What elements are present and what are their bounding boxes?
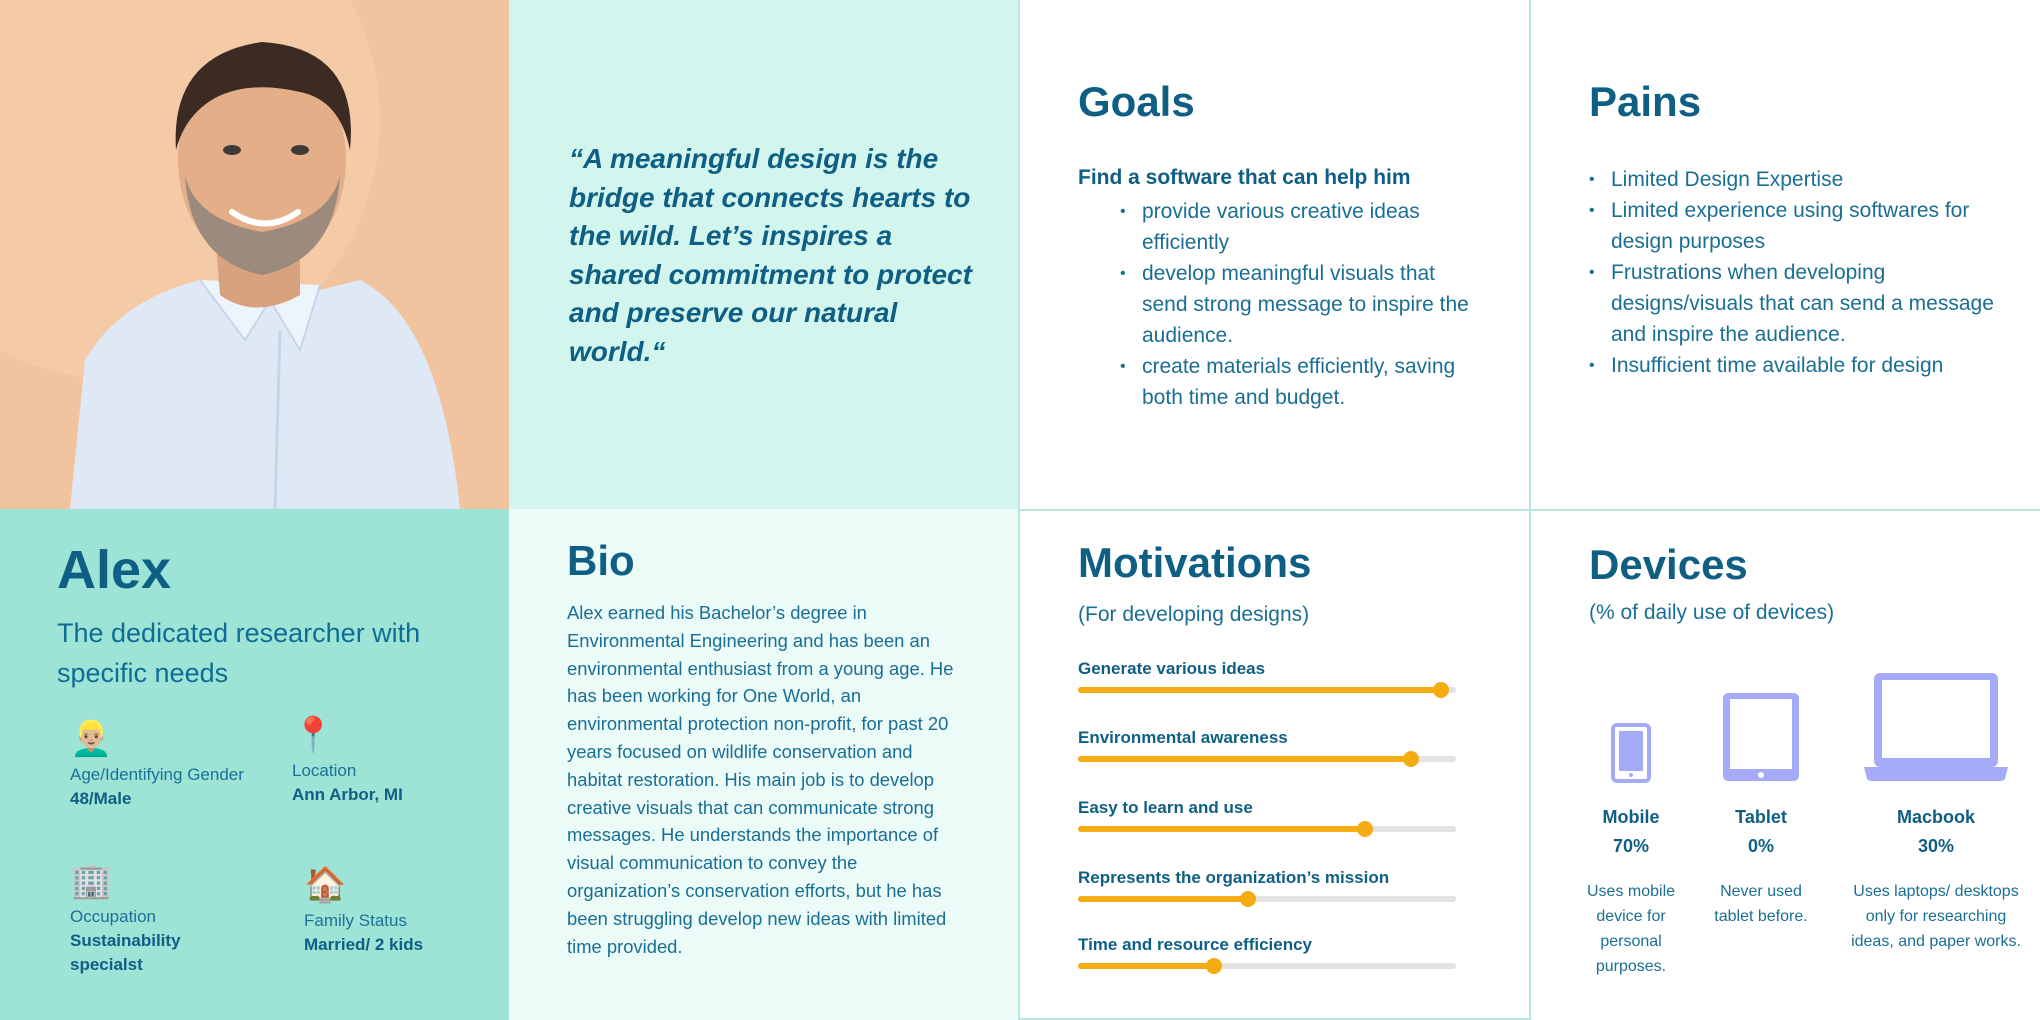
device-description: Never used tablet before. — [1714, 883, 1808, 925]
family-value: Married/ 2 kids — [304, 935, 424, 954]
pains-list — [1589, 164, 2009, 381]
pains-panel — [1529, 0, 2040, 509]
motivation-item — [1078, 935, 1458, 969]
device-mobile — [1571, 671, 1691, 979]
motivation-fill — [1078, 756, 1411, 762]
bio-title: Bio — [567, 537, 635, 584]
location-value: Ann Arbor, MI — [292, 785, 403, 804]
motivation-item — [1078, 868, 1458, 902]
device-description: Uses mobile device for personal purposes. — [1586, 883, 1676, 975]
motivation-track — [1078, 687, 1456, 693]
age-label: Age/Identifying Gender — [70, 765, 244, 784]
device-macbook — [1851, 671, 2021, 954]
bio-text: Alex earned his Bachelor’s degree in Environmental Engineering and has been an environmental enthusiast from a young age. He has been working for One World, an environmental protection non-profit, for past 20 years focused on wildlife conservation and habitat restoration. His main job is to develop creative visuals that can communicate strong messages. He understands the importance of visual communication to convey the organization’s conservation efforts, but he has been struggling develop new ideas with limited time provided. — [567, 602, 954, 957]
motivation-track — [1078, 896, 1456, 902]
motivations-subtitle: (For developing designs) — [1078, 603, 1310, 626]
device-percent: 0% — [1747, 836, 1774, 856]
office-building-icon: 🏢 — [70, 862, 113, 900]
pains-title: Pains — [1589, 78, 1702, 125]
motivation-item — [1078, 798, 1458, 832]
motivation-label: Generate various ideas — [1078, 659, 1266, 678]
pain-item: • Insufficient time available for design — [1589, 350, 2009, 381]
device-tablet — [1701, 671, 1821, 929]
pain-item: • Limited experience using softwares for design purposes — [1589, 195, 2009, 257]
goal-item: • develop meaningful visuals that send strong message to inspire the audience. — [1120, 258, 1480, 351]
goals-title: Goals — [1078, 78, 1195, 125]
motivation-item — [1078, 728, 1458, 762]
location-attribute — [292, 715, 509, 807]
device-percent: 70% — [1612, 836, 1650, 856]
motivation-track — [1078, 756, 1456, 762]
device-name: Tablet — [1735, 807, 1787, 827]
goals-list — [1120, 196, 1480, 413]
devices-subtitle: (% of daily use of devices) — [1589, 601, 1835, 624]
motivations-panel — [1018, 509, 1529, 1020]
goals-lead: Find a software that can help him — [1078, 166, 1411, 189]
motivation-knob — [1206, 958, 1222, 974]
motivation-track — [1078, 826, 1456, 832]
family-attribute — [304, 865, 509, 957]
motivation-item — [1078, 659, 1458, 693]
location-label: Location — [292, 761, 357, 780]
motivation-knob — [1433, 682, 1449, 698]
motivation-fill — [1078, 963, 1214, 969]
person-icon: 👱🏼‍♂️ — [70, 720, 113, 758]
location-pin-icon: 📍 — [292, 716, 335, 754]
family-label: Family Status — [304, 911, 407, 930]
motivation-fill — [1078, 687, 1441, 693]
device-name: Mobile — [1602, 807, 1660, 827]
occupation-attribute — [70, 861, 250, 977]
house-icon: 🏠 — [304, 866, 347, 904]
devices-panel — [1529, 509, 2040, 1020]
motivation-fill — [1078, 896, 1248, 902]
profile-panel — [0, 509, 509, 1020]
pain-item: • Frustrations when developing designs/visuals that can send a message and inspire the audience. — [1589, 257, 2009, 350]
goals-panel — [1018, 0, 1529, 509]
occupation-value: Sustainability specialst — [70, 931, 181, 974]
motivation-fill — [1078, 826, 1365, 832]
goal-item: • provide various creative ideas efficiently — [1120, 196, 1480, 258]
age-attribute — [70, 719, 290, 811]
persona-name: Alex — [57, 540, 172, 600]
motivation-label: Time and resource efficiency — [1078, 935, 1313, 954]
devices-title: Devices — [1589, 541, 1748, 588]
motivation-track — [1078, 963, 1456, 969]
persona-quote: “A meaningful design is the bridge that connects hearts to the wild. Let’s inspires a shared commitment to protect and preserve our natural world.“ — [569, 143, 972, 367]
persona-tagline: The dedicated researcher with specific needs — [57, 618, 421, 688]
quote-panel — [509, 0, 1018, 509]
laptop-icon — [1863, 671, 2009, 783]
persona-photo-panel — [0, 0, 509, 509]
occupation-label: Occupation — [70, 907, 156, 926]
smartphone-icon — [1611, 723, 1651, 783]
pain-item: • Limited Design Expertise — [1589, 164, 2009, 195]
motivation-label: Represents the organization’s mission — [1078, 868, 1390, 887]
motivation-label: Environmental awareness — [1078, 728, 1288, 747]
bio-panel — [509, 509, 1018, 1020]
motivation-knob — [1240, 891, 1256, 907]
device-percent: 30% — [1917, 836, 1955, 856]
tablet-icon — [1721, 691, 1801, 783]
persona-portrait-image — [0, 0, 509, 509]
device-name: Macbook — [1896, 807, 1975, 827]
motivations-title: Motivations — [1078, 539, 1312, 586]
goal-item: • create materials efficiently, saving both time and budget. — [1120, 351, 1480, 413]
age-value: 48/Male — [70, 789, 132, 808]
motivation-label: Easy to learn and use — [1078, 798, 1253, 817]
motivation-knob — [1403, 751, 1419, 767]
device-description: Uses laptops/ desktops only for researching ideas, and paper works. — [1851, 883, 2021, 950]
motivation-knob — [1357, 821, 1373, 837]
